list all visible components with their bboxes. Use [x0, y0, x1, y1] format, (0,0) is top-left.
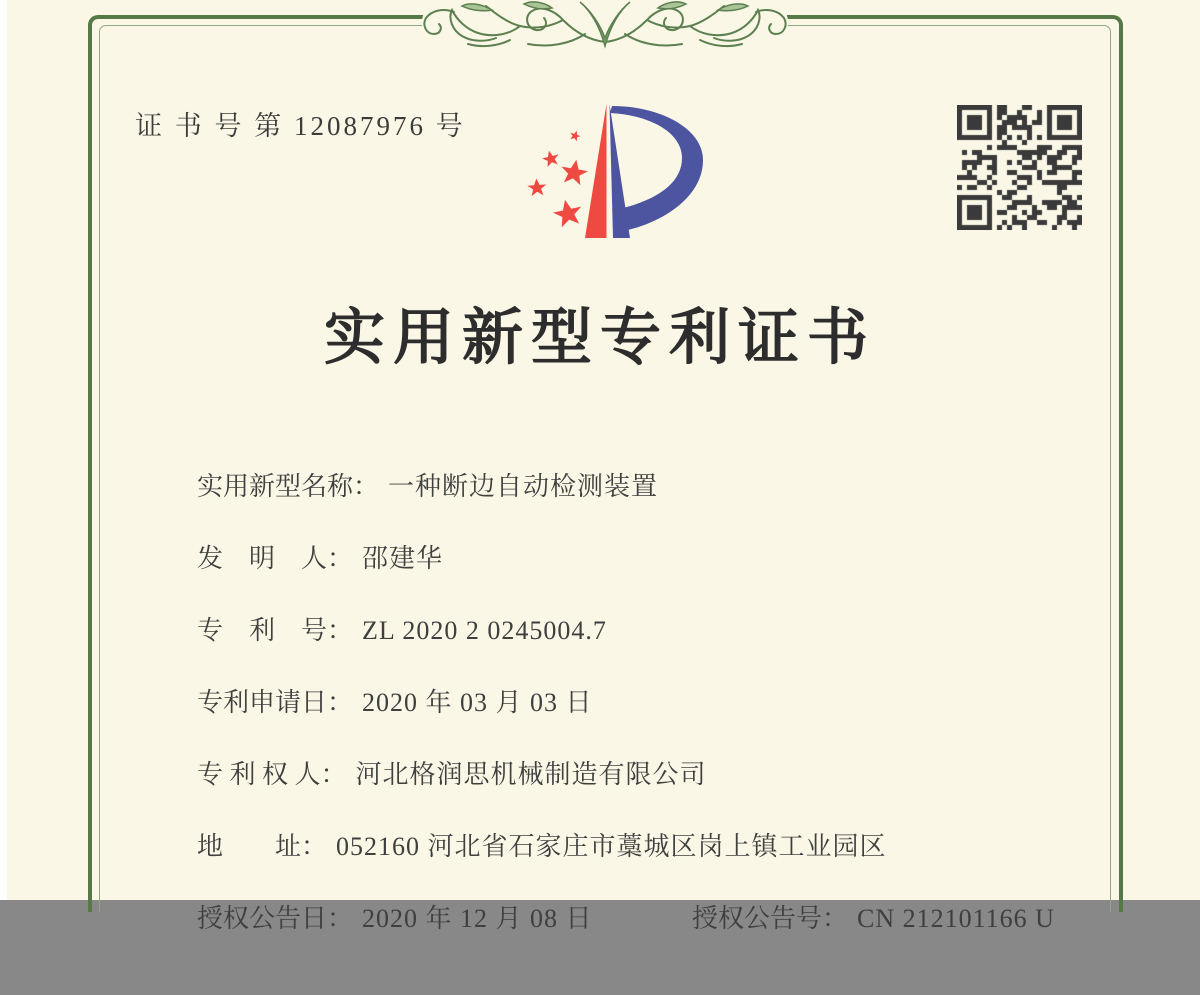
logo-needle-red: [585, 104, 607, 238]
field-label: 专 利 权 人：: [197, 760, 347, 789]
field-value: 052160 河北省石家庄市藁城区岗上镇工业园区: [336, 832, 887, 861]
field-value: 河北格润思机械制造有限公司: [355, 760, 707, 789]
field-row-grant-date: [158, 868, 1148, 933]
field-row-inventor: [158, 508, 1148, 580]
logo-p-swoosh: [610, 106, 703, 230]
field-label: 地 址：: [197, 832, 328, 861]
field-row-patent-number: [158, 580, 1148, 652]
field-label: 专 利 号：: [197, 616, 354, 645]
field-value: ZL 2020 2 0245004.7: [362, 616, 607, 645]
field-value: 2020 年 12 月 08 日: [362, 904, 593, 933]
logo-stars: [527, 129, 590, 228]
qr-code: [957, 105, 1082, 230]
field-row-name: [158, 436, 1148, 508]
certificate-fields: [158, 436, 1148, 933]
field-value: 一种断边自动检测装置: [388, 472, 659, 501]
grant-publication-number: [640, 868, 1055, 965]
field-value: CN 212101166 U: [857, 904, 1055, 933]
certificate-title: 实用新型专利证书: [323, 305, 876, 372]
field-label: 授权公告号：: [692, 904, 849, 933]
field-row-address: [158, 796, 1148, 868]
cnipa-logo-icon: [518, 95, 706, 247]
field-label: 授权公告日：: [197, 904, 354, 933]
field-value: 2020 年 03 月 03 日: [362, 688, 593, 717]
field-label: 发 明 人：: [197, 544, 354, 573]
field-row-filing-date: [158, 652, 1148, 724]
scan-edge-strip: [0, 0, 7, 900]
foliage-ornament-icon: [400, 0, 810, 62]
field-label: 实用新型名称：: [197, 472, 380, 501]
certificate-number: 证 书 号 第 12087976 号: [135, 111, 466, 141]
field-row-patentee: [158, 724, 1148, 796]
field-label: 专利申请日：: [197, 688, 354, 717]
field-value: 邵建华: [362, 544, 444, 573]
